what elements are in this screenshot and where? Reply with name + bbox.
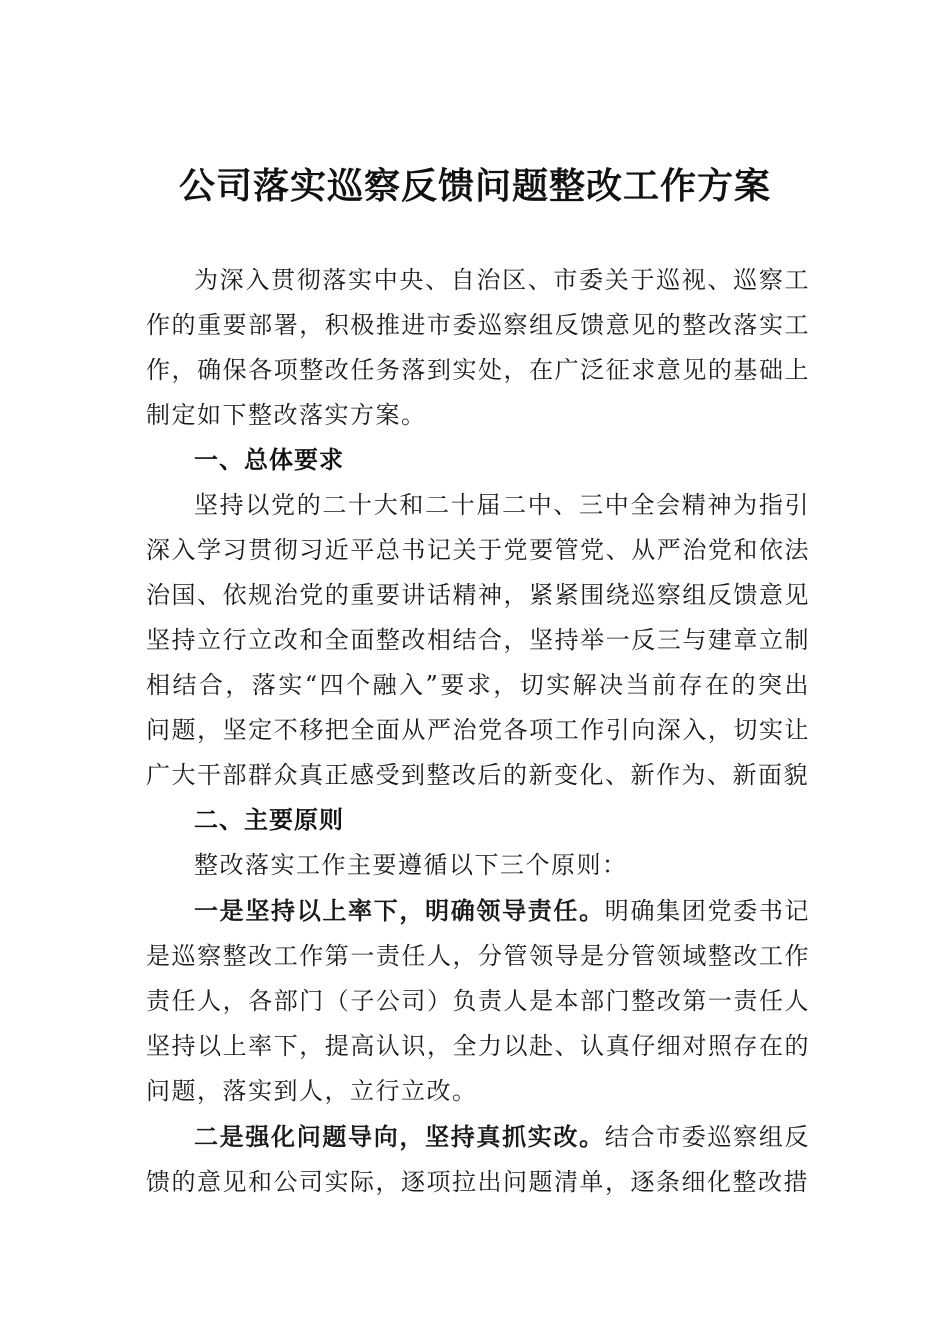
principle2-paragraph: [146, 1114, 810, 1205]
document-title: 公司落实巡察反馈问题整改工作方案: [178, 165, 771, 207]
principle1-text: 明确集团党委书记是巡察整改工作第一责任人，分管领导是分管领域整改工作责任人，各部门（子公司）负责人是本部门整改第一责任人坚持以上率下，提高认识，全力以赴、认真仔细对照存在的问题，落实到人，立行立改。: [146, 897, 810, 1105]
principle2-text: 结合市委巡察组反馈的意见和公司实际，逐项拉出问题清单，逐条细化整改措: [146, 1123, 810, 1196]
principle1-lead: 一是坚持以上率下，明确领导责任。: [194, 896, 605, 925]
document-body: [146, 258, 810, 1205]
section-heading-main-principles: 二、主要原则: [194, 806, 344, 834]
intro-paragraph: 为深入贯彻落实中央、自治区、市委关于巡视、巡察工作的重要部署，积极推进市委巡察组反馈意见的整改落实工作，确保各项整改任务落到实处，在广泛征求意见的基础上制定如下整改落实方案。: [146, 266, 810, 429]
principle2-lead: 二是强化问题导向，坚持真抓实改。: [194, 1122, 605, 1151]
section-heading-overall-requirements: 一、总体要求: [194, 446, 344, 474]
section2-intro-paragraph: 整改落实工作主要遵循以下三个原则：: [194, 851, 628, 879]
principle1-paragraph: [146, 888, 810, 1114]
section1-paragraph: 坚持以党的二十大和二十届二中、三中全会精神为指引深入学习贯彻习近平总书记关于党要管党、从严治党和依法治国、依规治党的重要讲话精神，紧紧围绕巡察组反馈意见坚持立行立改和全面整改相结合，坚持举一反三与建章立制相结合，落实“四个融入”要求，切实解决当前存在的突出问题，坚定不移把全面从严治党各项工作引向深入，切实让广大干部群众真正感受到整改后的新变化、新作为、新面貌: [146, 491, 810, 789]
